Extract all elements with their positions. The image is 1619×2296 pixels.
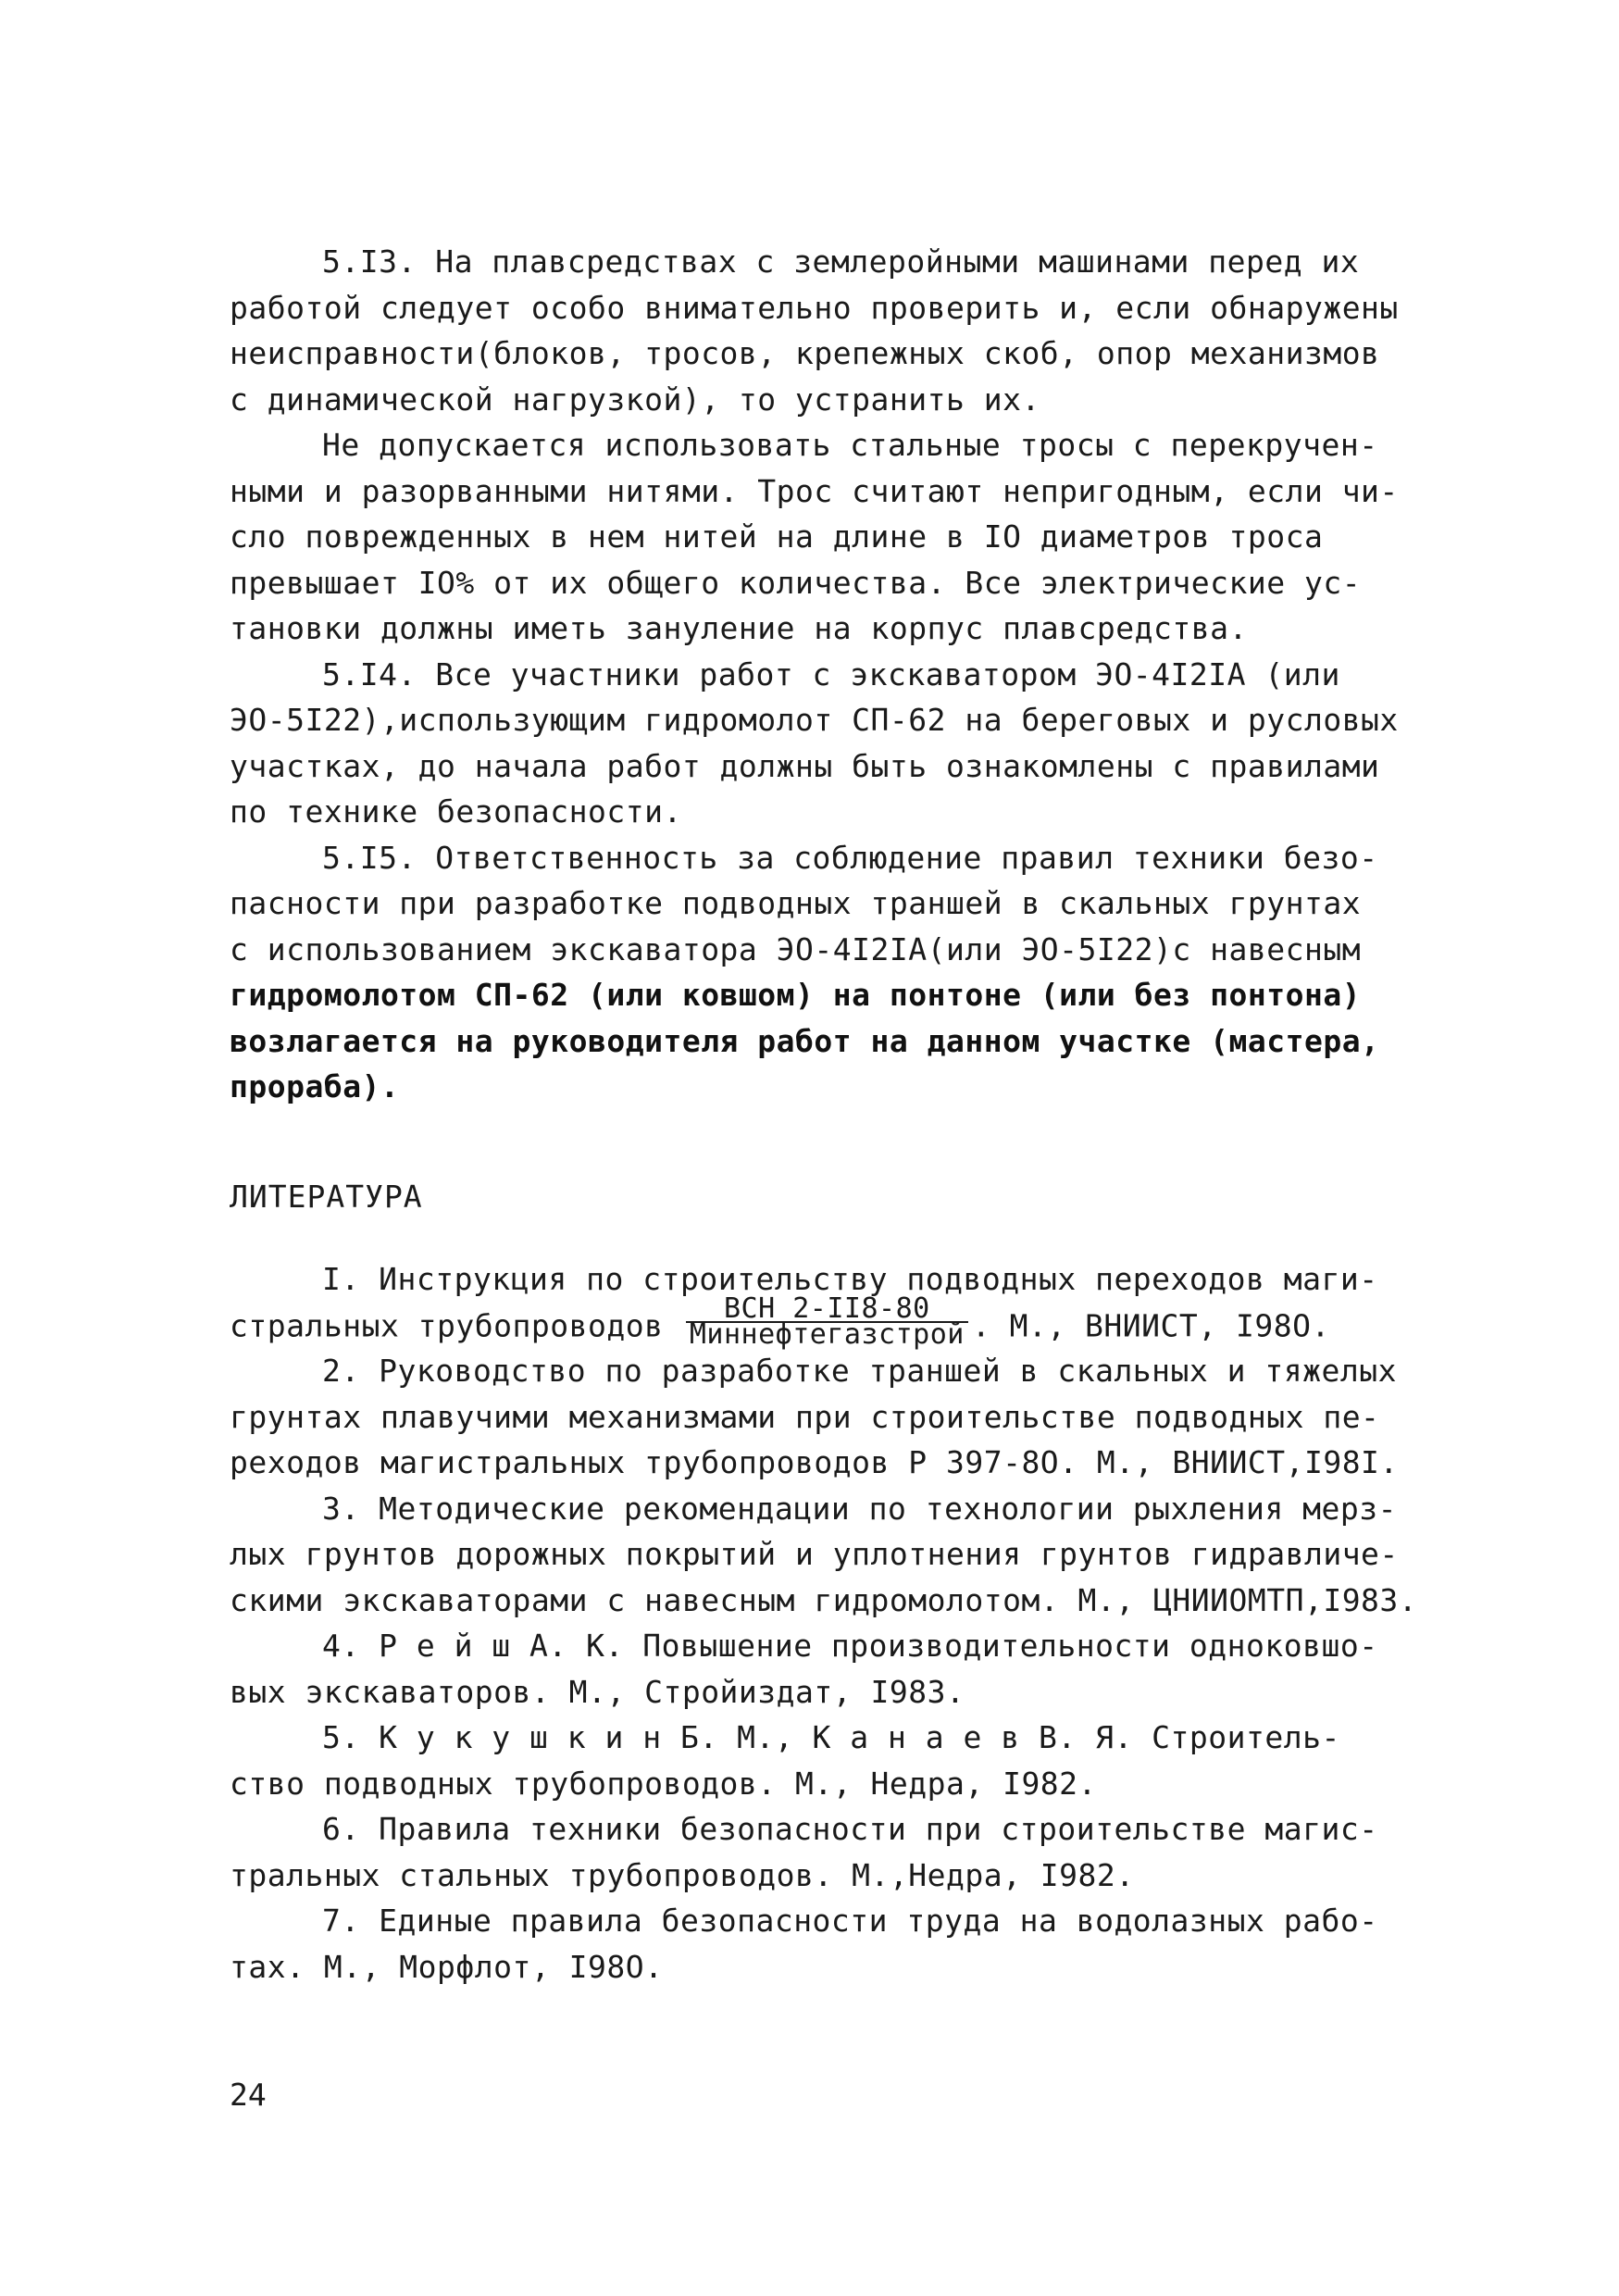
section-5-line: с динамической нагрузкой), то устранить их. <box>230 381 1040 418</box>
section-5-line: гидромолотом СП-62 (или ковшом) на понтоне (или без понтона) <box>230 977 1362 1013</box>
reference-1-line-1: I. Инструкция по строительству подводных переходов маги- <box>322 1261 1378 1297</box>
section-5-line: неисправности(блоков, тросов, крепежных скоб, опор механизмов <box>230 335 1380 371</box>
literature-line: вых экскаваторов. М., Стройиздат, I983. <box>230 1673 965 1710</box>
reference-1-prefix: стральных трубопроводов <box>230 1307 664 1343</box>
reference-1-suffix: . М., ВНИИСТ, I98О. <box>971 1307 1330 1343</box>
literature-line: ство подводных трубопроводов. М., Недра, I982. <box>230 1765 1097 1802</box>
section-5-line: работой следует особо внимательно проверить и, если обнаружены <box>230 289 1399 326</box>
literature-line: 7. Единые правила безопасности труда на водолазных рабо- <box>322 1903 1378 1939</box>
literature-line: тральных стальных трубопроводов. М.,Недра, I982. <box>230 1856 1135 1893</box>
section-5-line: с использованием экскаватора ЭО-4I2IА(или ЭО-5I22)с навесным <box>230 930 1362 967</box>
section-5-text <box>230 239 1399 1110</box>
section-5-line: 5.I5. Ответственность за соблюдение правил техники безо- <box>322 839 1378 876</box>
section-5-line: возлагается на руководителя работ на данном участке (мастера, <box>230 1022 1380 1059</box>
literature-list <box>230 1256 1418 1990</box>
reference-1-fraction <box>686 1292 968 1351</box>
literature-line: 6. Правила техники безопасности при строительстве магис- <box>322 1811 1378 1847</box>
section-5-line: пасности при разработке подводных траншей в скальных грунтах <box>230 885 1362 921</box>
literature-line: реходов магистральных трубопроводов Р 397-8О. М., ВНИИСТ,I98I. <box>230 1444 1399 1480</box>
section-5-line: по технике безопасности. <box>230 793 682 830</box>
literature-line: 3. Методические рекомендации по технологии рыхления мерз- <box>322 1490 1397 1527</box>
fraction-numerator: ВСН 2-II8-80 <box>686 1297 968 1323</box>
literature-line: грунтах плавучими механизмами при строительстве подводных пе- <box>230 1398 1380 1435</box>
literature-line: тах. М., Морфлот, I98О. <box>230 1948 664 1985</box>
section-5-line: превышает IО% от их общего количества. Все электрические ус- <box>230 564 1362 601</box>
literature-line: 5. К у к у ш к и н Б. М., К а н а е в В. Я. Строитель- <box>322 1719 1340 1755</box>
literature-line: скими экскаваторами с навесным гидромолотом. М., ЦНИИОМТП,I983. <box>230 1581 1418 1618</box>
literature-heading: ЛИТЕРАТУРА <box>230 1179 423 1215</box>
section-5-line: участках, до начала работ должны быть ознакомлены с правилами <box>230 747 1380 784</box>
section-5-line: сло поврежденных в нем нитей на длине в IО диаметров троса <box>230 518 1324 555</box>
section-5-line: 5.I4. Все участники работ с экскаватором ЭО-4I2IА (или <box>322 655 1340 693</box>
literature-line: 4. Р е й ш А. К. Повышение производительности одноковшо- <box>322 1628 1378 1664</box>
section-5-line: прораба). <box>230 1068 400 1104</box>
literature-line: лых грунтов дорожных покрытий и уплотнения грунтов гидравличе- <box>230 1536 1399 1572</box>
section-5-line: Не допускается использовать стальные тросы с перекручен- <box>322 427 1378 463</box>
section-5-line: ЭО-5I22),использующим гидромолот СП-62 на береговых и русловых <box>230 702 1399 738</box>
literature-line: 2. Руководство по разработке траншей в скальных и тяжелых <box>322 1353 1397 1389</box>
literature-references-rest <box>230 1348 1418 1990</box>
page-number: 24 <box>230 2077 267 2113</box>
section-5-line: тановки должны иметь зануление на корпус плавсредства. <box>230 610 1248 646</box>
reference-1-line-2 <box>230 1292 1396 1351</box>
fraction-denominator: Миннефтегазстрой <box>689 1317 965 1351</box>
section-5-line: 5.I3. На плавсредствах с землеройными машинами перед их <box>322 243 1360 280</box>
section-5-line: ными и разорванными нитями. Трос считают непригодным, если чи- <box>230 472 1399 509</box>
